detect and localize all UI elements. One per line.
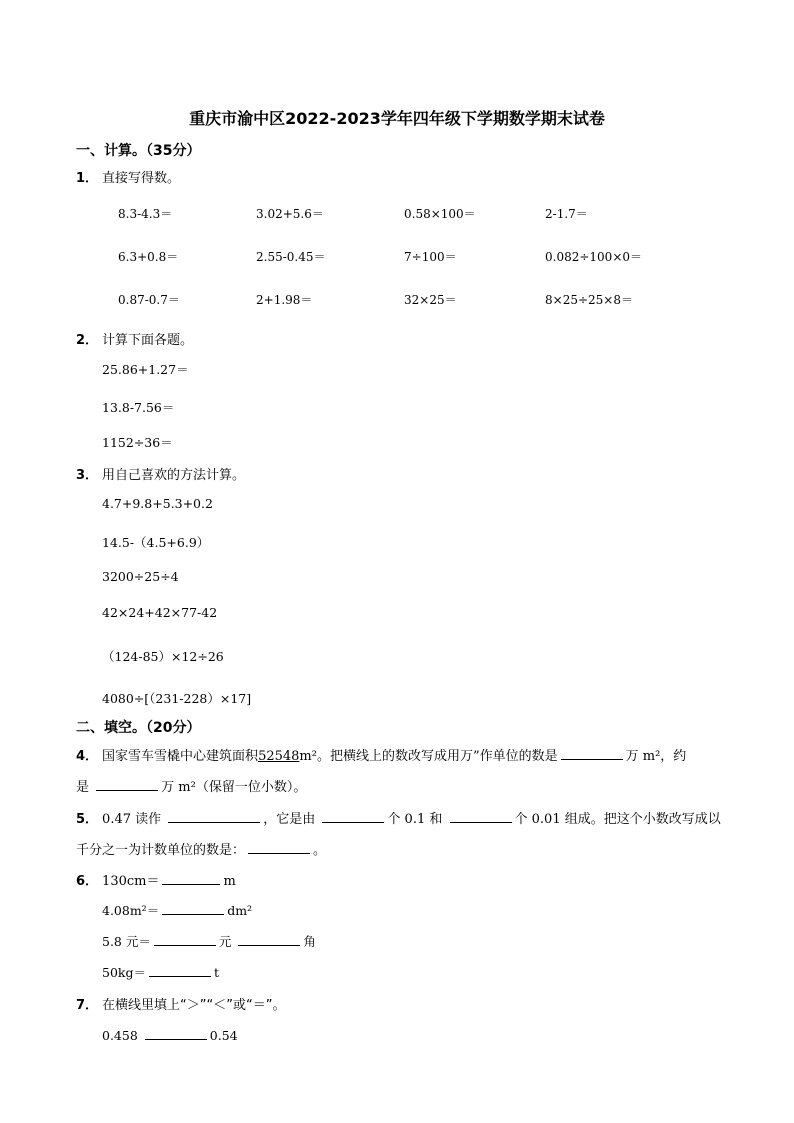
question-6-line-4 xyxy=(102,963,219,981)
q5-text: ，它是由 xyxy=(263,812,316,827)
question-5-line-1 xyxy=(76,808,721,827)
q1-item: 2.55-0.45＝ xyxy=(256,250,326,264)
q2-item: 25.86+1.27＝ xyxy=(102,362,189,377)
q6-text: 5.8 元＝ xyxy=(102,934,151,949)
q6-text: t xyxy=(213,965,220,980)
q5-text: 个 0.1 和 xyxy=(387,812,443,827)
answer-blank[interactable] xyxy=(162,872,220,885)
page-title: 重庆市渝中区2022-2023学年四年级下学期数学期末试卷 xyxy=(189,109,605,128)
question-4-line-1 xyxy=(76,745,686,764)
q1-item: 2-1.7＝ xyxy=(545,207,588,221)
q5-text: 。 xyxy=(313,843,327,858)
answer-blank[interactable] xyxy=(162,902,224,915)
question-7-item xyxy=(102,1027,238,1043)
answer-blank[interactable] xyxy=(149,964,211,977)
q4-text: 国家雪车雪橇中心建筑面积 xyxy=(102,749,259,764)
answer-blank[interactable] xyxy=(248,841,310,854)
question-3 xyxy=(76,464,245,483)
q4-text: 万 m²，约 xyxy=(625,749,687,764)
q3-item: 3200÷25÷4 xyxy=(102,569,179,584)
q1-item: 2+1.98＝ xyxy=(256,293,313,307)
q6-text: dm² xyxy=(227,903,253,918)
q1-item: 0.58×100＝ xyxy=(404,207,476,221)
q2-item: 1152÷36＝ xyxy=(102,435,173,450)
question-text: 计算下面各题。 xyxy=(102,333,194,348)
q1-item: 0.082÷100×0＝ xyxy=(545,250,643,264)
q5-text: 个 0.01 组成。把这个小数改写成以 xyxy=(514,812,721,827)
question-6-line-3 xyxy=(102,932,316,950)
q6-text: 角 xyxy=(303,934,316,949)
answer-blank[interactable] xyxy=(168,810,260,823)
question-6-line-2 xyxy=(102,901,252,919)
answer-blank[interactable] xyxy=(238,933,300,946)
section-heading-fill-in: 二、填空。（20分） xyxy=(76,720,201,736)
question-number: 6． xyxy=(76,874,99,889)
question-number: 5． xyxy=(76,812,99,827)
answer-blank[interactable] xyxy=(322,810,384,823)
question-number: 2． xyxy=(76,333,99,348)
q1-item: 3.02+5.6＝ xyxy=(256,207,324,221)
question-2 xyxy=(76,329,193,348)
q3-item: 4.7+9.8+5.3+0.2 xyxy=(102,496,213,511)
q1-item: 8×25÷25×8＝ xyxy=(545,293,633,307)
answer-blank[interactable] xyxy=(450,810,512,823)
q6-text: 130cm＝ xyxy=(102,874,160,889)
question-6-line-1 xyxy=(76,870,236,889)
q6-text: m xyxy=(223,874,236,889)
question-text: 在横线里填上“＞”“＜”或“＝”。 xyxy=(102,998,286,1013)
q1-item: 0.87-0.7＝ xyxy=(118,293,180,307)
question-4-line-2 xyxy=(76,776,306,795)
answer-blank[interactable] xyxy=(145,1027,207,1040)
underlined-number: 52548 xyxy=(258,749,300,764)
q1-item: 32×25＝ xyxy=(404,293,457,307)
q3-item: 42×24+42×77-42 xyxy=(102,605,218,620)
question-number: 7． xyxy=(76,998,99,1013)
q3-item: 4080÷[（231-228）×17] xyxy=(102,691,252,706)
q1-item: 6.3+0.8＝ xyxy=(118,250,179,264)
compare-right: 0.54 xyxy=(209,1028,238,1043)
question-5-line-2 xyxy=(76,839,326,858)
answer-blank[interactable] xyxy=(96,778,158,791)
q2-item: 13.8-7.56＝ xyxy=(102,400,175,415)
q1-item: 7÷100＝ xyxy=(404,250,457,264)
question-text: 用自己喜欢的方法计算。 xyxy=(102,468,246,483)
question-1 xyxy=(76,167,180,186)
q5-text: 千分之一为计数单位的数是： xyxy=(76,843,246,858)
question-7 xyxy=(76,994,285,1013)
question-text: 直接写得数。 xyxy=(102,171,181,186)
q4-text: 是 xyxy=(76,780,90,795)
compare-left: 0.458 xyxy=(102,1028,138,1043)
q6-text: 4.08m²＝ xyxy=(102,903,160,918)
answer-blank[interactable] xyxy=(154,933,216,946)
q6-text: 50kg＝ xyxy=(102,965,146,980)
q5-text: 0.47 读作 xyxy=(102,812,162,827)
q3-item: （124-85）×12÷26 xyxy=(102,649,224,664)
q1-item: 8.3-4.3＝ xyxy=(118,207,173,221)
question-number: 1． xyxy=(76,171,99,186)
section-heading-calculation: 一、计算。（35分） xyxy=(76,143,201,159)
q4-text: m²。把横线上的数改写成用万”作单位的数是 xyxy=(299,749,558,764)
q3-item: 14.5-（4.5+6.9） xyxy=(102,535,210,550)
q4-text: 万 m²（保留一位小数）。 xyxy=(161,780,307,795)
q6-text: 元 xyxy=(218,934,232,949)
question-number: 3． xyxy=(76,468,99,483)
answer-blank[interactable] xyxy=(561,747,623,760)
question-number: 4． xyxy=(76,749,99,764)
